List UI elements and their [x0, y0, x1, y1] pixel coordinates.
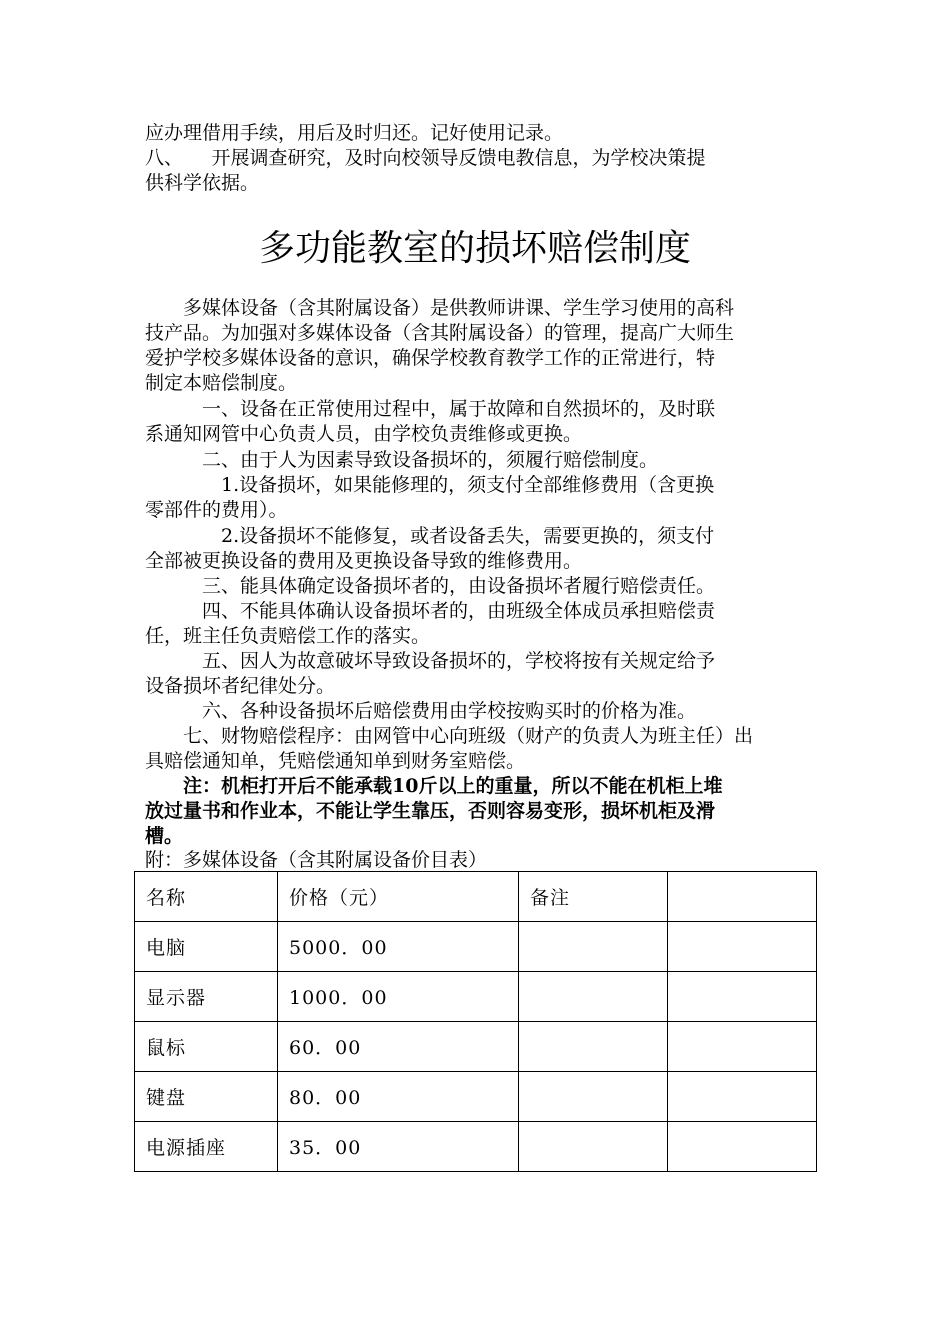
body-line: 四、不能具体确认设备损坏者的，由班级全体成员承担赔偿责: [145, 600, 716, 622]
header-cell-price: 价格（元）: [278, 872, 519, 922]
cell-item-price: 1000．00: [278, 972, 519, 1022]
body-line: 一、设备在正常使用过程中，属于故障和自然损坏的，及时联: [145, 398, 716, 420]
cell-item-name: 电源插座: [135, 1122, 278, 1172]
cell-empty: [668, 922, 817, 972]
body-line: 五、因人为故意破坏导致设备损坏的，学校将按有关规定给予: [145, 650, 716, 672]
body-line: 2.设备损坏不能修复，或者设备丢失，需要更换的，须支付: [145, 525, 715, 547]
body-line: 三、能具体确定设备损坏者的，由设备损坏者履行赔偿责任。: [145, 575, 716, 597]
body-line: 1.设备损坏，如果能修理的，须支付全部维修费用（含更换: [145, 474, 715, 496]
body-line: 制定本赔偿制度。: [145, 372, 298, 394]
cell-item-name: 电脑: [135, 922, 278, 972]
table-row: [135, 1122, 817, 1172]
cell-item-price: 35．00: [278, 1122, 519, 1172]
body-line: 二、由于人为因素导致设备损坏的，须履行赔偿制度。: [145, 449, 659, 471]
table-row: [135, 1022, 817, 1072]
cell-empty: [668, 1072, 817, 1122]
cell-item-name: 显示器: [135, 972, 278, 1022]
cell-empty: [668, 972, 817, 1022]
intro-line: 供科学依据。: [145, 172, 260, 194]
table-header-row: [135, 872, 817, 922]
body-line: 爱护学校多媒体设备的意识，确保学校教育教学工作的正常进行，特: [145, 347, 716, 369]
cell-item-name: 键盘: [135, 1072, 278, 1122]
note-line: 放过量书和作业本，不能让学生靠压，否则容易变形，损坏机柜及滑: [145, 800, 716, 822]
cell-item-name: 鼠标: [135, 1022, 278, 1072]
body-line: 系通知网管中心负责人员，由学校负责维修或更换。: [145, 423, 583, 445]
header-cell-empty: [668, 872, 817, 922]
body-line: 具赔偿通知单，凭赔偿通知单到财务室赔偿。: [145, 750, 526, 772]
body-line: 多媒体设备（含其附属设备）是供教师讲课、学生学习使用的高科: [145, 297, 735, 319]
body-line: 技产品。为加强对多媒体设备（含其附属设备）的管理，提高广大师生: [145, 322, 735, 344]
table-row: [135, 1072, 817, 1122]
header-cell-remark: 备注: [519, 872, 668, 922]
body-line: 六、各种设备损坏后赔偿费用由学校按购买时的价格为准。: [145, 700, 697, 722]
body-line: 七、财物赔偿程序：由网管中心向班级（财产的负责人为班主任）出: [145, 725, 754, 747]
cell-empty: [668, 1122, 817, 1172]
cell-item-remark: [519, 1072, 668, 1122]
body-line: 零部件的费用）。: [145, 499, 288, 521]
cell-item-remark: [519, 1122, 668, 1172]
appendix-caption: 附：多媒体设备（含其附属设备价目表）: [145, 849, 488, 871]
price-table: [134, 871, 817, 1172]
note-line: 槽。: [145, 825, 184, 847]
intro-line: 八、 开展调查研究，及时向校领导反馈电教信息，为学校决策提: [145, 147, 706, 169]
table-row: [135, 972, 817, 1022]
cell-item-remark: [519, 1022, 668, 1072]
cell-item-remark: [519, 972, 668, 1022]
cell-item-price: 60．00: [278, 1022, 519, 1072]
cell-empty: [668, 1022, 817, 1072]
cell-item-price: 5000．00: [278, 922, 519, 972]
body-line: 全部被更换设备的费用及更换设备导致的维修费用。: [145, 550, 583, 572]
body-line: 任，班主任负责赔偿工作的落实。: [145, 625, 431, 647]
intro-line: 应办理借用手续，用后及时归还。记好使用记录。: [145, 122, 564, 144]
document-title: 多功能教室的损坏赔偿制度: [258, 228, 691, 269]
cell-item-price: 80．00: [278, 1072, 519, 1122]
body-line: 设备损坏者纪律处分。: [145, 675, 336, 697]
table-row: [135, 922, 817, 972]
note-line: 注：机柜打开后不能承载10斤以上的重量，所以不能在机柜上堆: [145, 775, 723, 797]
cell-item-remark: [519, 922, 668, 972]
header-cell-name: 名称: [135, 872, 278, 922]
